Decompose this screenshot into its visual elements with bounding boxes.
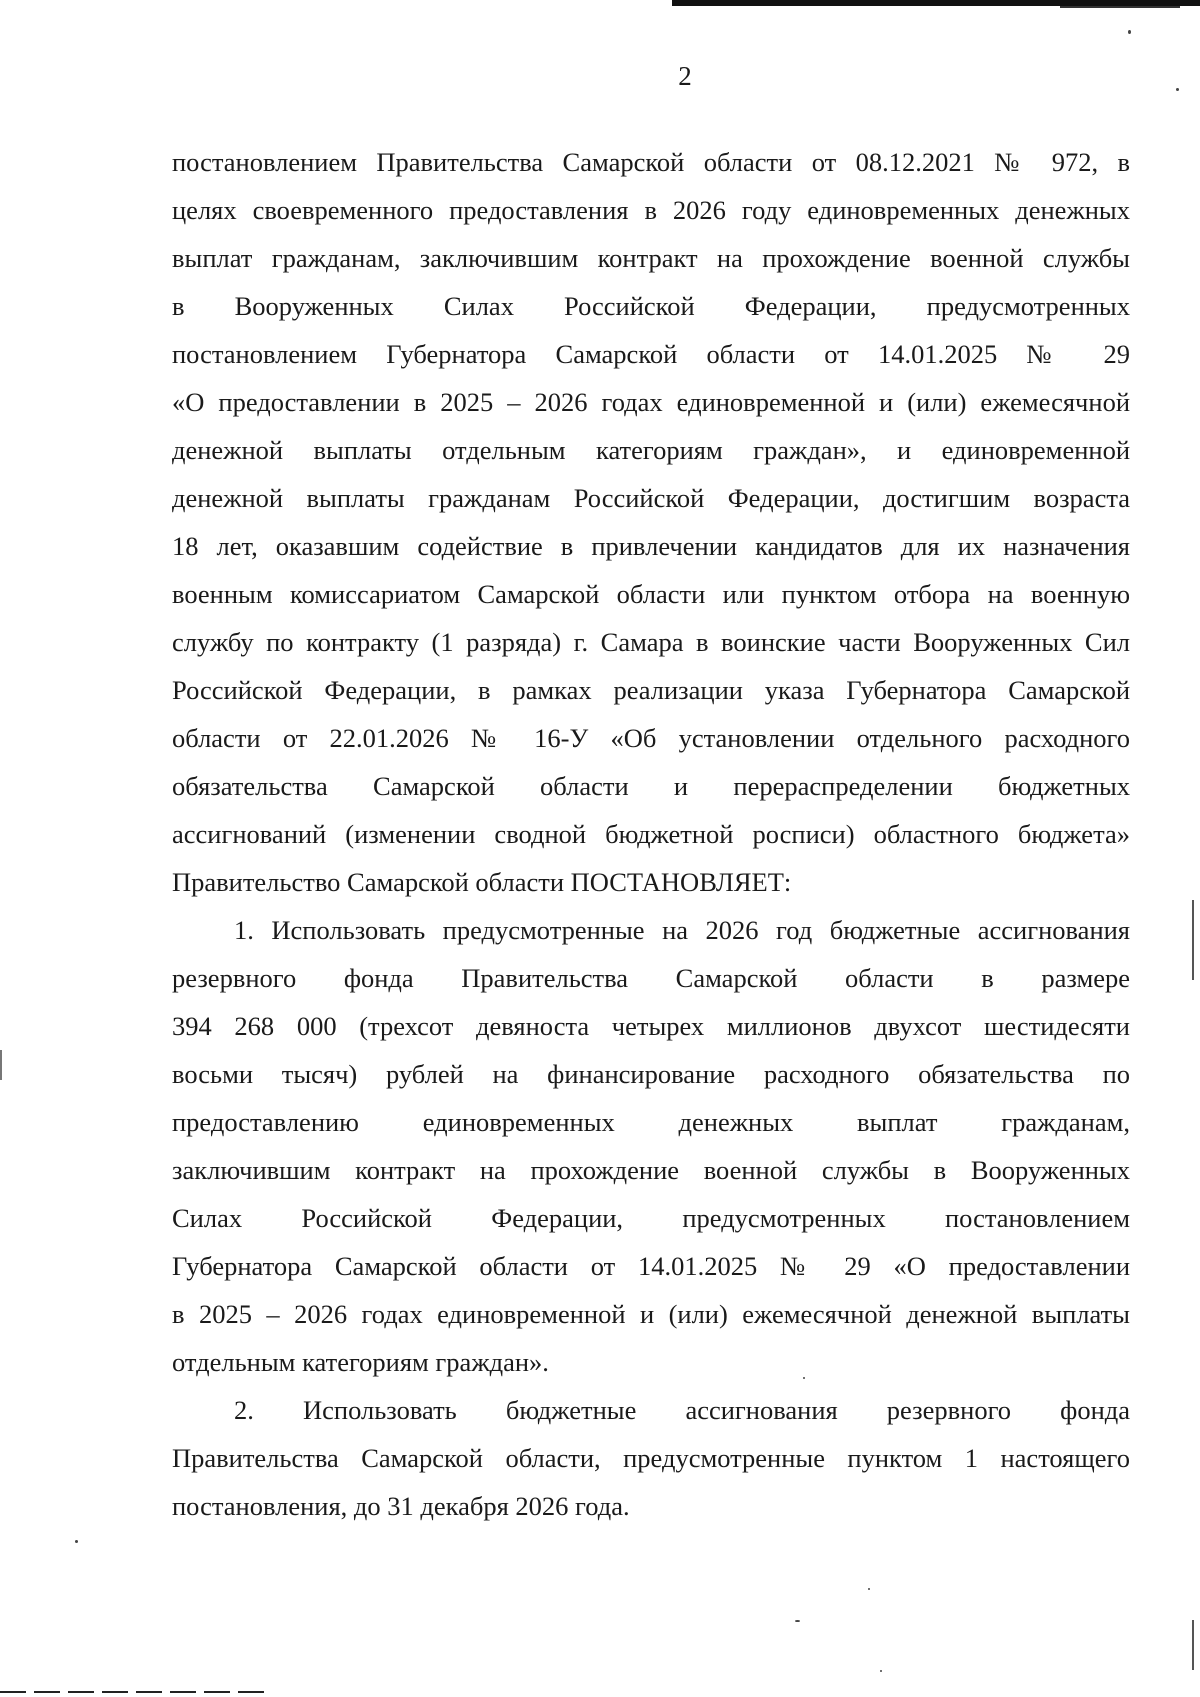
scan-edge-mark bbox=[1192, 1620, 1194, 1670]
text-line: постановлением Губернатора Самарской области от 14.01.2025 № 29 bbox=[172, 339, 1130, 369]
text-line: Российской Федерации, в рамках реализации указа Губернатора Самарской bbox=[172, 675, 1130, 705]
scan-speck bbox=[803, 1377, 805, 1379]
text-line: денежной выплаты гражданам Российской Федерации, достигшим возраста bbox=[172, 483, 1130, 513]
bottom-dashed-rule bbox=[0, 1691, 270, 1693]
text-line: обязательства Самарской области и перераспределении бюджетных bbox=[172, 771, 1130, 801]
text-line: 18 лет, оказавшим содействие в привлечении кандидатов для их назначения bbox=[172, 531, 1130, 561]
text-line: ассигнований (изменении сводной бюджетной росписи) областного бюджета» bbox=[172, 819, 1130, 849]
text-line: постановлением Правительства Самарской области от 08.12.2021 № 972, в bbox=[172, 147, 1130, 177]
text-line: службу по контракту (1 разряда) г. Самара в воинские части Вооруженных Сил bbox=[172, 627, 1130, 657]
scan-speck bbox=[795, 1620, 800, 1622]
scan-speck bbox=[1176, 88, 1179, 91]
text-line: в Вооруженных Силах Российской Федерации, предусмотренных bbox=[172, 291, 1130, 321]
document-body bbox=[172, 138, 1130, 1530]
text-line: резервного фонда Правительства Самарской области в размере bbox=[172, 963, 1130, 993]
page-number: 2 bbox=[678, 61, 692, 91]
text-line: 394 268 000 (трехсот девяноста четырех миллионов двухсот шестидесяти bbox=[172, 1011, 1130, 1041]
top-edge-rule-thin bbox=[1060, 6, 1180, 8]
scan-speck bbox=[1128, 30, 1131, 34]
text-line: Силах Российской Федерации, предусмотренных постановлением bbox=[172, 1203, 1130, 1233]
text-line: целях своевременного предоставления в 2026 году единовременных денежных bbox=[172, 195, 1130, 225]
text-line: выплат гражданам, заключившим контракт на прохождение военной службы bbox=[172, 243, 1130, 273]
text-line: Правительство Самарской области ПОСТАНОВЛЯЕТ: bbox=[172, 867, 792, 897]
text-line: области от 22.01.2026 № 16-У «Об установлении отдельного расходного bbox=[172, 723, 1130, 753]
text-line: денежной выплаты отдельным категориям граждан», и единовременной bbox=[172, 435, 1130, 465]
text-line: Губернатора Самарской области от 14.01.2025 № 29 «О предоставлении bbox=[172, 1251, 1130, 1281]
clause-2-first-line: 2. Использовать бюджетные ассигнования резервного фонда bbox=[234, 1395, 1130, 1425]
scan-speck bbox=[880, 1670, 882, 1672]
text-line: постановления, до 31 декабря 2026 года. bbox=[172, 1491, 630, 1521]
text-line: «О предоставлении в 2025 – 2026 годах единовременной и (или) ежемесячной bbox=[172, 387, 1130, 417]
text-line: восьми тысяч) рублей на финансирование расходного обязательства по bbox=[172, 1059, 1130, 1089]
text-line: в 2025 – 2026 годах единовременной и (или) ежемесячной денежной выплаты bbox=[172, 1299, 1130, 1329]
text-line: военным комиссариатом Самарской области или пунктом отбора на военную bbox=[172, 579, 1130, 609]
clause-1-first-line: 1. Использовать предусмотренные на 2026 год бюджетные ассигнования bbox=[234, 915, 1130, 945]
scan-speck bbox=[868, 1588, 870, 1590]
scan-edge-mark bbox=[0, 1050, 2, 1080]
text-line: Правительства Самарской области, предусмотренные пунктом 1 настоящего bbox=[172, 1443, 1130, 1473]
scan-edge-mark bbox=[1192, 900, 1194, 980]
text-line: отдельным категориям граждан». bbox=[172, 1347, 549, 1377]
scan-speck bbox=[75, 1540, 78, 1543]
text-line: заключившим контракт на прохождение военной службы в Вооруженных bbox=[172, 1155, 1130, 1185]
text-line: предоставлению единовременных денежных выплат гражданам, bbox=[172, 1107, 1130, 1137]
